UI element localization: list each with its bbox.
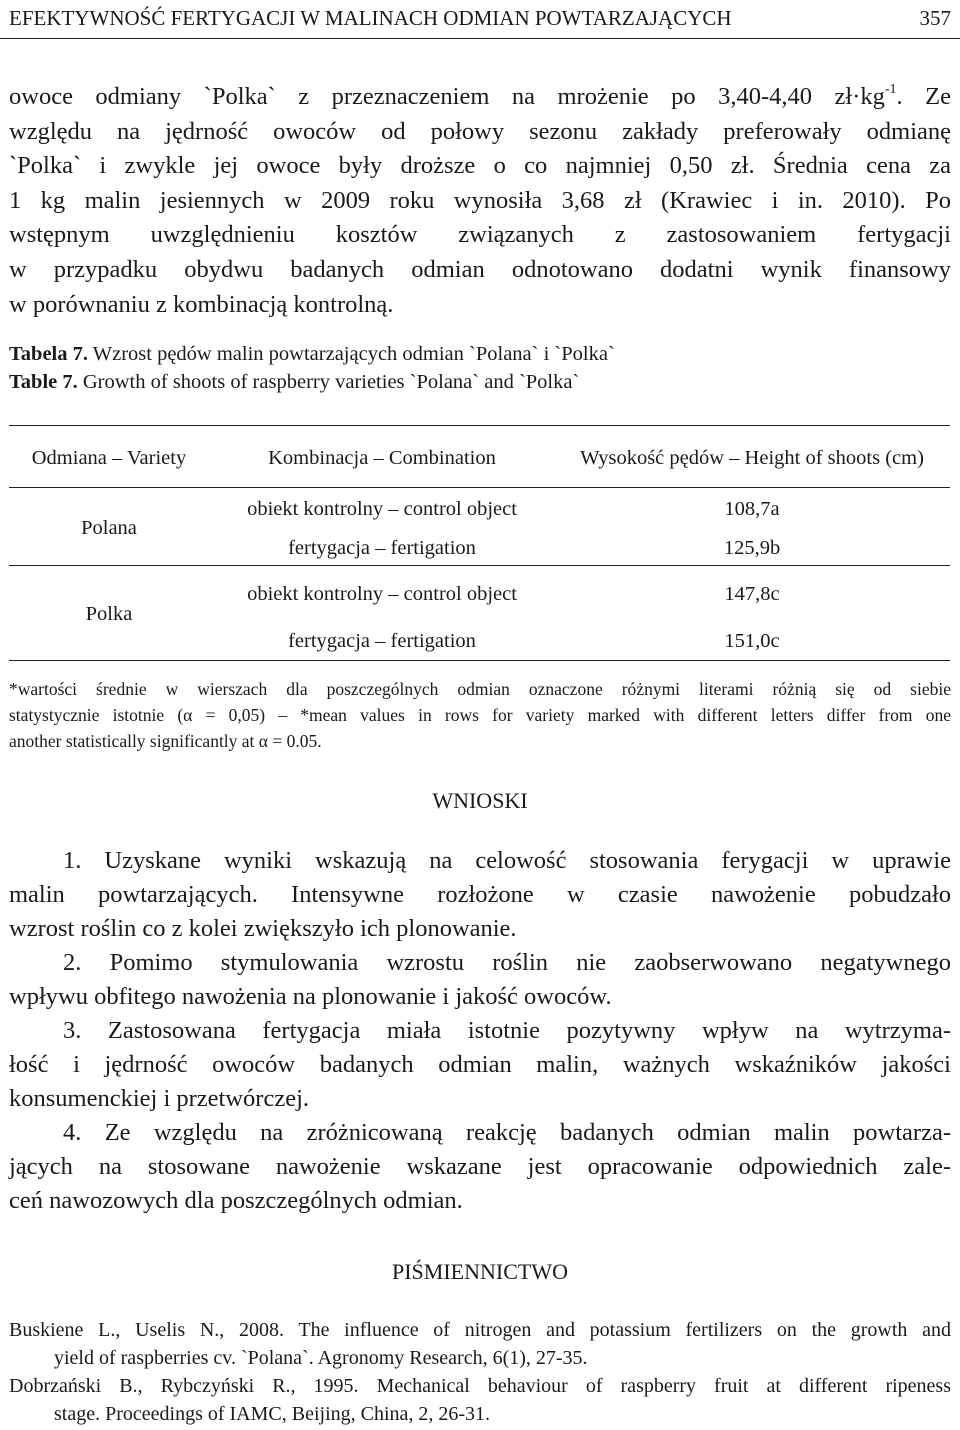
cell-combination: obiekt kontrolny – control object [247, 583, 517, 605]
intro-line: wstępnym uwzględnieniu kosztów związanych z zastosowaniem fertygacji [9, 221, 951, 249]
cell-combination: obiekt kontrolny – control object [247, 498, 517, 520]
caption-text: Wzrost pędów malin powtarzających odmian `Polana` i `Polka` [92, 343, 615, 365]
table-group-rule [9, 565, 950, 566]
table-bottom-rule [9, 660, 950, 661]
caption-text: Growth of shoots of raspberry varieties `Polana` and `Polka` [82, 371, 580, 393]
conclusion-line: 4. Ze względu na zróżnicowaną reakcję badanych odmian malin powtarza- [63, 1119, 951, 1146]
footnote-line: another statistically significantly at α = 0.05. [9, 731, 322, 751]
cell-height: 151,0c [724, 630, 780, 652]
intro-line: w porównaniu z kombinacją kontrolną. [9, 290, 394, 318]
caption-label: Table 7. [9, 371, 78, 393]
exponent: -1 [884, 81, 897, 97]
reference-line: Dobrzański B., Rybczyński R., 1995. Mechanical behaviour of raspberry fruit at different ripeness [9, 1375, 951, 1397]
table-caption-pl [9, 341, 951, 367]
conclusion-line: łość i jędrność owoców badanych odmian malin, ważnych wskaźników jakości [9, 1051, 951, 1078]
footnote-line: statystycznie istotnie (α = 0,05) – *mean values in rows for variety marked with different letters differ from one [9, 705, 951, 725]
conclusion-line: 3. Zastosowana fertygacja miała istotnie pozytywny wpływ na wytrzyma- [63, 1017, 951, 1044]
reference-line: Buskiene L., Uselis N., 2008. The influence of nitrogen and potassium fertilizers on the growth and [9, 1319, 951, 1341]
running-title: EFEKTYWNOŚĆ FERTYGACJI W MALINACH ODMIAN POWTARZAJĄCYCH [9, 5, 732, 30]
intro-line: względu na jędrność owoców od połowy sezonu zakłady preferowały odmianę [9, 117, 951, 145]
page-number: 357 [919, 5, 951, 30]
conclusions-heading: WNIOSKI [432, 788, 528, 813]
header-height: Wysokość pędów – Height of shoots (cm) [580, 447, 924, 469]
cell-variety: Polana [81, 517, 137, 539]
conclusion-line: konsumenckiej i przetwórczej. [9, 1085, 310, 1112]
cell-variety: Polka [85, 603, 133, 625]
intro-line: w przypadku obydwu badanych odmian odnotowano dodatni wynik finansowy [9, 255, 951, 283]
caption-label: Tabela 7. [9, 343, 88, 365]
conclusion-line: wpływu obfitego nawożenia na plonowanie i jakość owoców. [9, 983, 612, 1010]
conclusion-line: ceń nawozowych dla poszczególnych odmian. [9, 1187, 463, 1214]
reference-line: yield of raspberries cv. `Polana`. Agronomy Research, 6(1), 27-35. [54, 1347, 588, 1369]
intro-paragraph [9, 80, 951, 322]
cell-combination: fertygacja – fertigation [288, 630, 476, 652]
references-list [9, 1316, 951, 1428]
intro-line: `Polka` i zwykle jej owoce były droższe o co najmniej 0,50 zł. Średnia cena za [9, 152, 951, 180]
conclusion-line: 1. Uzyskane wyniki wskazują na celowość stosowania ferygacji w uprawie [63, 847, 951, 874]
table-footnote [9, 676, 951, 754]
table-caption-en [9, 369, 951, 395]
header-rule [0, 38, 960, 39]
footnote-line: *wartości średnie w wierszach dla poszczególnych odmian oznaczone różnymi literami różnią się od siebie [9, 679, 951, 699]
table-header-rule [9, 487, 950, 488]
cell-height: 108,7a [724, 498, 780, 520]
table-top-rule [9, 425, 950, 426]
conclusion-line: jących na stosowane nawożenie wskazane jest opracowanie odpowiednich zale- [9, 1153, 951, 1180]
references-heading: PIŚMIENNICTWO [392, 1259, 568, 1284]
conclusion-line: malin powtarzających. Intensywne rozłożone w czasie nawożenie pobudzało [9, 881, 951, 908]
cell-combination: fertygacja – fertigation [288, 537, 476, 559]
intro-line: 1 kg malin jesiennych w 2009 roku wynosiła 3,68 zł (Krawiec i in. 2010). Po [9, 186, 951, 214]
cell-height: 147,8c [724, 583, 780, 605]
header-variety: Odmiana – Variety [31, 447, 187, 469]
running-header [9, 4, 951, 32]
conclusion-line: wzrost roślin co z kolei zwiększyło ich plonowanie. [9, 915, 517, 942]
conclusions-list [9, 844, 951, 1218]
intro-line: owoce odmiany `Polka` z przeznaczeniem na mrożenie po 3,40-4,40 $zł\cdot kg^{-1}$. Ze [9, 81, 952, 110]
conclusion-line: 2. Pomimo stymulowania wzrostu roślin nie zaobserwowano negatywnego [63, 949, 951, 976]
reference-line: stage. Proceedings of IAMC, Beijing, China, 2, 26-31. [54, 1403, 491, 1425]
header-combination: Kombinacja – Combination [268, 447, 496, 469]
cell-height: 125,9b [723, 537, 781, 559]
